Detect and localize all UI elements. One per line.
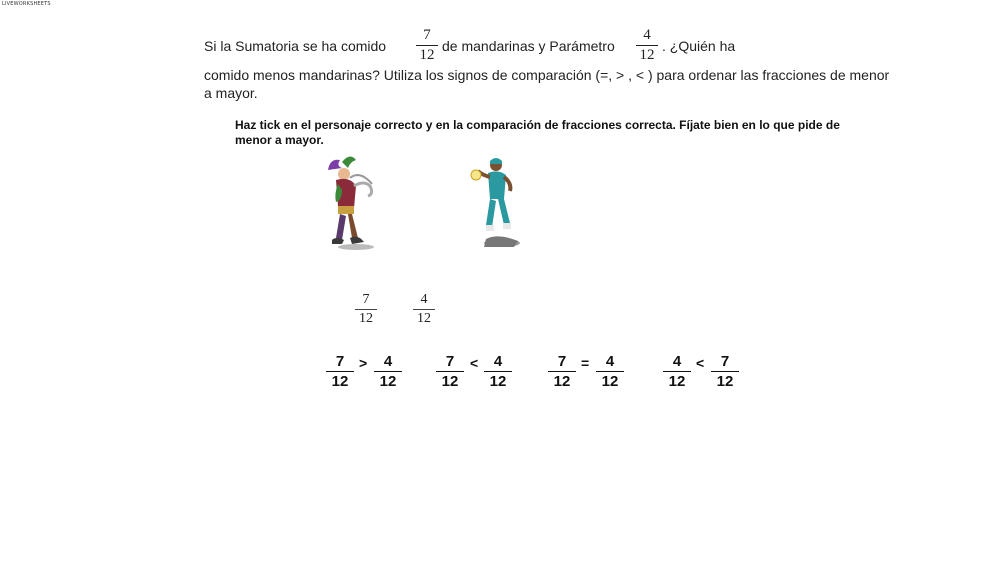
fraction-numerator: 4 (672, 353, 682, 370)
comparison-left-fraction (326, 354, 354, 389)
character-option-jester[interactable] (320, 150, 380, 252)
fraction-denominator: 12 (359, 311, 373, 326)
fraction-denominator: 12 (639, 47, 655, 63)
fraction-parametro (636, 28, 658, 63)
fraction-bar (413, 309, 435, 310)
question-text-b: de mandarinas y Parámetro (442, 38, 615, 54)
fraction-numerator: 4 (605, 353, 615, 370)
fraction-denominator: 12 (553, 373, 571, 390)
comparison-right-fraction (711, 354, 739, 389)
fraction-numerator: 7 (445, 353, 455, 370)
fraction-denominator: 12 (441, 373, 459, 390)
fraction-denominator: 12 (419, 47, 435, 63)
fraction-sumatoria (416, 28, 438, 63)
fraction-bar (548, 371, 576, 372)
blue-runner-character-icon (468, 155, 523, 252)
comparison-option-2[interactable] (436, 354, 516, 394)
comparison-option-4[interactable] (663, 354, 743, 394)
comparison-operator: > (359, 355, 368, 371)
fraction-numerator: 7 (362, 292, 370, 307)
fraction-bar (663, 371, 691, 372)
comparison-left-fraction (663, 354, 691, 389)
comparison-option-1[interactable] (326, 354, 406, 394)
fraction-denominator: 12 (668, 373, 686, 390)
site-logo: LIVEWORKSHEETS (2, 1, 51, 7)
fraction-bar (636, 45, 658, 46)
fraction-choice-4-12[interactable] (413, 293, 435, 326)
comparison-right-fraction (596, 354, 624, 389)
comparison-left-fraction (436, 354, 464, 389)
fraction-bar (484, 371, 512, 372)
fraction-denominator: 12 (379, 373, 397, 390)
fraction-denominator: 12 (417, 311, 431, 326)
fraction-numerator: 7 (720, 353, 730, 370)
comparison-operator: < (696, 355, 705, 371)
instruction-text: Haz tick en el personaje correcto y en la comparación de fracciones correcta. Fíjate bien en lo que pide de menor a mayor. (235, 118, 840, 147)
fraction-numerator: 4 (383, 353, 393, 370)
comparison-operator: = (581, 355, 590, 371)
comparison-operator: < (470, 355, 479, 371)
fraction-denominator: 12 (601, 373, 619, 390)
question-text-a: Si la Sumatoria se ha comido (204, 38, 387, 54)
fraction-numerator: 4 (493, 353, 503, 370)
fraction-numerator: 7 (335, 353, 345, 370)
fraction-bar (374, 371, 402, 372)
comparison-right-fraction (374, 354, 402, 389)
fraction-bar (416, 45, 438, 46)
fraction-choice-7-12[interactable] (355, 293, 377, 326)
fraction-numerator: 7 (423, 27, 431, 43)
character-option-runner[interactable] (468, 155, 523, 252)
fraction-denominator: 12 (489, 373, 507, 390)
fraction-bar (436, 371, 464, 372)
comparison-left-fraction (548, 354, 576, 389)
fraction-denominator: 12 (716, 373, 734, 390)
comparison-option-3[interactable] (548, 354, 628, 394)
fraction-bar (711, 371, 739, 372)
question-text-c: . ¿Quién ha (662, 38, 736, 54)
jester-character-icon (320, 150, 380, 252)
comparison-right-fraction (484, 354, 512, 389)
fraction-bar (355, 309, 377, 310)
fraction-numerator: 7 (557, 353, 567, 370)
fraction-bar (326, 371, 354, 372)
fraction-numerator: 4 (643, 27, 651, 43)
fraction-denominator: 12 (331, 373, 349, 390)
question-line-1 (204, 26, 904, 66)
fraction-numerator: 4 (420, 292, 428, 307)
question-line-2: comido menos mandarinas? Utiliza los signos de comparación (=, > , < ) para ordenar las fracciones de menor a mayor. (204, 67, 890, 101)
fraction-bar (596, 371, 624, 372)
